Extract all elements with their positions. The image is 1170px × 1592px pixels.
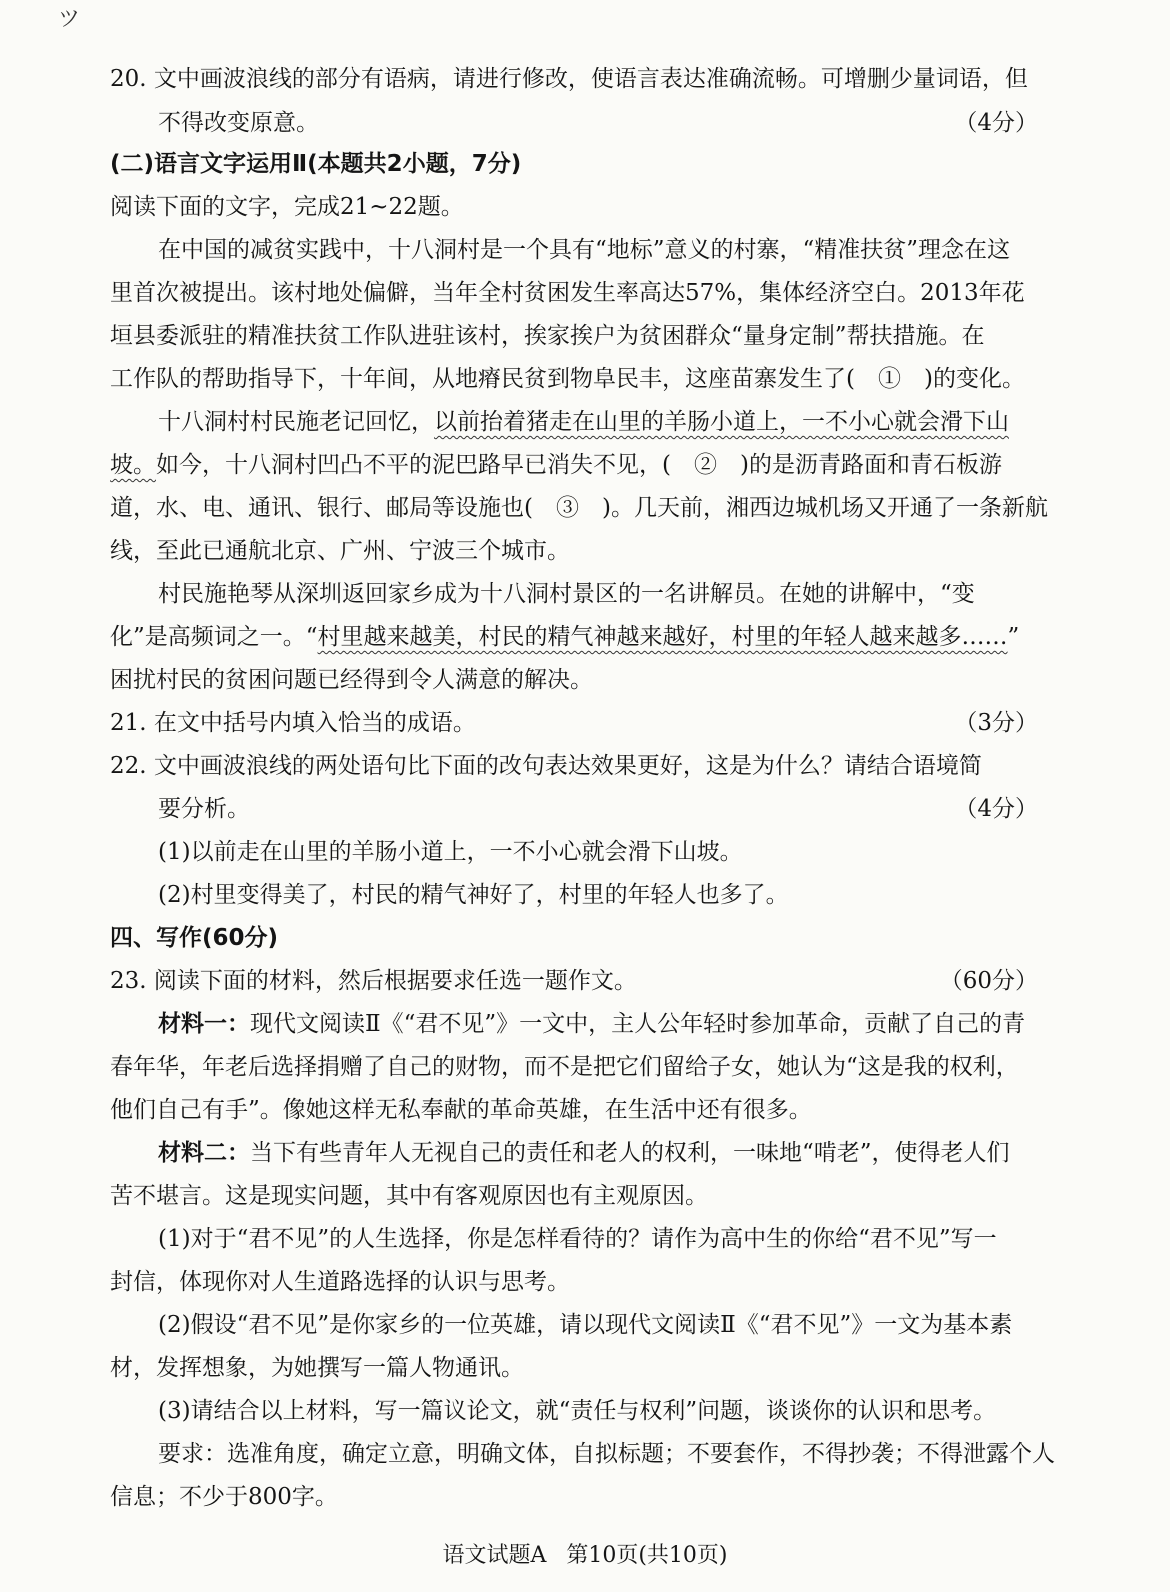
q23-score: （60分） [939, 968, 1038, 994]
material1-l1-text: 现代文阅读Ⅱ《“君不见”》一文中，主人公年轻时参加革命，贡献了自己的青 [250, 1011, 1026, 1037]
wavy-sentence-1-end: 坡。 [110, 452, 156, 478]
passage-p3-l3: 困扰村民的贫困问题已经得到令人满意的解决。 [110, 667, 593, 693]
passage-p2-l1 [158, 405, 1046, 439]
material2-l1-text: 当下有些青年人无视自己的责任和老人的权利，一味地“啃老”，使得老人们 [250, 1140, 1010, 1166]
q22-line1: 22. 文中画波浪线的两处语句比下面的改句表达效果更好，这是为什么？请结合语境简 [110, 753, 982, 779]
corner-mark: ツ [58, 7, 81, 32]
passage-p3-l2-c: ” [1007, 624, 1020, 650]
passage-p1-l4: 工作队的帮助指导下，十年间，从地瘠民贫到物阜民丰，这座苗寨发生了( ① )的变化。 [110, 366, 1025, 392]
section2-instruction: 阅读下面的文字，完成21~22题。 [110, 194, 464, 220]
passage-p2-l2-b: 如今，十八洞村凹凸不平的泥巴路早已消失不见，( ② )的是沥青路面和青石板游 [156, 452, 1002, 478]
topic1-l2: 封信，体现你对人生道路选择的认识与思考。 [110, 1269, 570, 1295]
passage-p2-l3: 道，水、电、通讯、银行、邮局等设施也( ③ )。几天前，湘西边城机场又开通了一条新航 [110, 495, 1048, 521]
q20-line1: 20. 文中画波浪线的部分有语病，请进行修改，使语言表达准确流畅。可增删少量词语，但 [110, 66, 1028, 92]
page-footer [0, 1540, 1170, 1572]
passage-p3-l2 [110, 620, 1046, 654]
passage-p1-l2: 里首次被提出。该村地处偏僻，当年全村贫困发生率高达57%，集体经济空白。2013年花 [110, 280, 1025, 306]
requirements-l2: 信息；不少于800字。 [110, 1484, 338, 1510]
q22-option-2: (2)村里变得美了，村民的精气神好了，村里的年轻人也多了。 [158, 882, 789, 908]
passage-p2-l4: 线，至此已通航北京、广州、宁波三个城市。 [110, 538, 570, 564]
footer-page-number: 第10页(共10页) [566, 1543, 728, 1568]
q21-score: （3分） [954, 710, 1038, 736]
q22-score: （4分） [954, 796, 1038, 822]
q21-text: 21. 在文中括号内填入恰当的成语。 [110, 710, 476, 736]
material1-l2: 春年华，年老后选择捐赠了自己的财物，而不是把它们留给子女，她认为“这是我的权利， [110, 1054, 1019, 1080]
material2-l2: 苦不堪言。这是现实问题，其中有客观原因也有主观原因。 [110, 1183, 708, 1209]
requirements-l1: 要求：选准角度，确定立意，明确文体，自拟标题；不要套作，不得抄袭；不得泄露个人 [158, 1441, 1055, 1467]
passage-p2-l1-a: 十八洞村村民施老记回忆， [158, 409, 434, 435]
material1-l3: 他们自己有手”。像她这样无私奉献的革命英雄，在生活中还有很多。 [110, 1097, 812, 1123]
topic2-l2: 材，发挥想象，为她撰写一篇人物通讯。 [110, 1355, 524, 1381]
q20-line2: 不得改变原意。 [158, 110, 319, 136]
passage-p3-l2-a: 化”是高频词之一。“ [110, 624, 318, 650]
q23-text: 23. 阅读下面的材料，然后根据要求任选一题作文。 [110, 968, 637, 994]
material1-label: 材料一： [158, 1011, 250, 1037]
material2-label: 材料二： [158, 1140, 250, 1166]
section4-heading: 四、写作(60分) [110, 925, 279, 951]
q22-line2: 要分析。 [158, 796, 250, 822]
topic1-l1: (1)对于“君不见”的人生选择，你是怎样看待的？请作为高中生的你给“君不见”写一 [158, 1226, 997, 1252]
passage-p1-l3: 垣县委派驻的精准扶贫工作队进驻该村，挨家挨户为贫困群众“量身定制”帮扶措施。在 [110, 323, 985, 349]
section2-heading: (二)语言文字运用Ⅱ(本题共2小题，7分) [110, 151, 522, 177]
material2-l1 [158, 1136, 1046, 1170]
wavy-sentence-1: 以前抬着猪走在山里的羊肠小道上，一不小心就会滑下山 [434, 409, 1009, 435]
material1-l1 [158, 1007, 1046, 1041]
passage-p3-l1: 村民施艳琴从深圳返回家乡成为十八洞村景区的一名讲解员。在她的讲解中，“变 [158, 581, 975, 607]
passage-p2-l2 [110, 448, 1046, 482]
footer-paper-name: 语文试题A [442, 1543, 547, 1568]
passage-p1-l1: 在中国的减贫实践中，十八洞村是一个具有“地标”意义的村寨，“精准扶贫”理念在这 [158, 237, 1011, 263]
q20-score: （4分） [954, 110, 1038, 136]
q22-option-1: (1)以前走在山里的羊肠小道上，一不小心就会滑下山坡。 [158, 839, 743, 865]
topic2-l1: (2)假设“君不见”是你家乡的一位英雄，请以现代文阅读Ⅱ《“君不见”》一文为基本素 [158, 1312, 1013, 1338]
wavy-sentence-2: 村里越来越美，村民的精气神越来越好，村里的年轻人越来越多…… [317, 624, 1008, 650]
topic3-l1: (3)请结合以上材料，写一篇议论文，就“责任与权利”问题，谈谈你的认识和思考。 [158, 1398, 997, 1424]
